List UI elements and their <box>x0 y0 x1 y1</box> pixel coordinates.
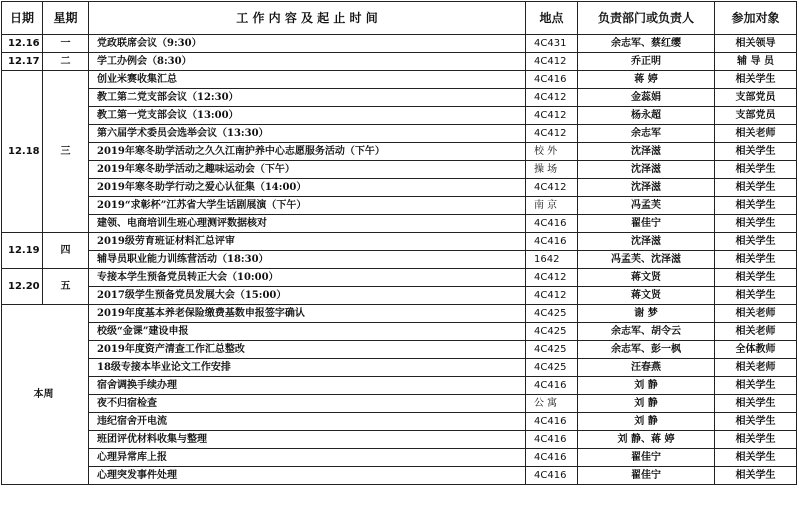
target-cell: 相关老师 <box>715 323 797 341</box>
owner-cell: 蒋文贤 <box>578 269 715 287</box>
table-row <box>2 449 797 467</box>
location-cell: 1642 <box>526 251 578 269</box>
target-cell: 相关学生 <box>715 413 797 431</box>
target-cell: 相关学生 <box>715 233 797 251</box>
location-cell: 南 京 <box>526 197 578 215</box>
date-cell: 12.16 <box>2 35 43 53</box>
task-cell: 2019年寒冬助学活动之趣味运动会（下午） <box>89 161 526 179</box>
target-cell: 相关学生 <box>715 269 797 287</box>
table-row <box>2 179 797 197</box>
table-row <box>2 395 797 413</box>
task-cell: 2017级学生预备党员发展大会（15:00） <box>89 287 526 305</box>
table-row <box>2 197 797 215</box>
owner-cell: 冯孟芙 <box>578 197 715 215</box>
location-cell: 4C416 <box>526 449 578 467</box>
target-cell: 全体教师 <box>715 341 797 359</box>
owner-cell: 余志军、胡令云 <box>578 323 715 341</box>
task-cell: 校级“金课”建设申报 <box>89 323 526 341</box>
task-cell: 教工第二党支部会议（12:30） <box>89 89 526 107</box>
table-row <box>2 215 797 233</box>
target-cell: 相关学生 <box>715 143 797 161</box>
date-cell: 本周 <box>2 305 89 485</box>
target-cell: 相关学生 <box>715 287 797 305</box>
owner-cell: 沈泽滋 <box>578 143 715 161</box>
table-row <box>2 71 797 89</box>
table-row <box>2 413 797 431</box>
header-weekday: 星期 <box>43 2 89 35</box>
owner-cell: 金蕊娟 <box>578 89 715 107</box>
owner-cell: 杨永超 <box>578 107 715 125</box>
owner-cell: 余志军、彭一枫 <box>578 341 715 359</box>
owner-cell: 冯孟芙、沈泽滋 <box>578 251 715 269</box>
owner-cell: 沈泽滋 <box>578 233 715 251</box>
table-row <box>2 161 797 179</box>
target-cell: 相关学生 <box>715 251 797 269</box>
table-row <box>2 53 797 71</box>
task-cell: 违纪宿舍开电流 <box>89 413 526 431</box>
owner-cell: 蒋 婷 <box>578 71 715 89</box>
location-cell: 4C412 <box>526 107 578 125</box>
location-cell: 4C416 <box>526 233 578 251</box>
task-cell: 建领、电商培训生班心理测评数据核对 <box>89 215 526 233</box>
task-cell: 辅导员职业能力训练营活动（18:30） <box>89 251 526 269</box>
date-cell: 12.17 <box>2 53 43 71</box>
task-cell: 2019“求彰杯”江苏省大学生话剧展演（下午） <box>89 197 526 215</box>
task-cell: 2019年度资产清查工作汇总整改 <box>89 341 526 359</box>
header-row <box>2 2 797 35</box>
target-cell: 相关学生 <box>715 449 797 467</box>
location-cell: 4C425 <box>526 341 578 359</box>
weekly-schedule-table <box>1 1 797 485</box>
table-row <box>2 287 797 305</box>
weekday-cell: 五 <box>43 269 89 305</box>
target-cell: 相关学生 <box>715 197 797 215</box>
task-cell: 心理突发事件处理 <box>89 467 526 485</box>
task-cell: 夜不归宿检查 <box>89 395 526 413</box>
owner-cell: 余志军、蔡红缨 <box>578 35 715 53</box>
task-cell: 心理异常库上报 <box>89 449 526 467</box>
header-date: 日期 <box>2 2 43 35</box>
owner-cell: 刘 静 <box>578 395 715 413</box>
target-cell: 相关学生 <box>715 467 797 485</box>
table-row <box>2 341 797 359</box>
date-cell: 12.18 <box>2 71 43 233</box>
target-cell: 相关学生 <box>715 395 797 413</box>
location-cell: 4C425 <box>526 323 578 341</box>
task-cell: 党政联席会议（9:30） <box>89 35 526 53</box>
task-cell: 专接本学生预备党员转正大会（10:00） <box>89 269 526 287</box>
target-cell: 辅 导 员 <box>715 53 797 71</box>
target-cell: 相关老师 <box>715 305 797 323</box>
location-cell: 4C425 <box>526 359 578 377</box>
owner-cell: 蒋文贤 <box>578 287 715 305</box>
owner-cell: 翟佳宁 <box>578 449 715 467</box>
table-row <box>2 377 797 395</box>
table-row <box>2 467 797 485</box>
table-row <box>2 251 797 269</box>
owner-cell: 翟佳宁 <box>578 467 715 485</box>
target-cell: 相关学生 <box>715 71 797 89</box>
table-row <box>2 359 797 377</box>
location-cell: 操 场 <box>526 161 578 179</box>
owner-cell: 谢 梦 <box>578 305 715 323</box>
date-cell: 12.19 <box>2 233 43 269</box>
location-cell: 4C416 <box>526 413 578 431</box>
weekday-cell: 二 <box>43 53 89 71</box>
target-cell: 支部党员 <box>715 89 797 107</box>
table-row <box>2 125 797 143</box>
task-cell: 2019级劳育班证材料汇总评审 <box>89 233 526 251</box>
task-cell: 学工办例会（8:30） <box>89 53 526 71</box>
location-cell: 4C425 <box>526 305 578 323</box>
weekday-cell: 三 <box>43 71 89 233</box>
location-cell: 4C416 <box>526 377 578 395</box>
task-cell: 2019年寒冬助学活动之久久江南护养中心志愿服务活动（下午） <box>89 143 526 161</box>
owner-cell: 刘 静 <box>578 377 715 395</box>
header-location: 地点 <box>526 2 578 35</box>
owner-cell: 刘 静、蒋 婷 <box>578 431 715 449</box>
target-cell: 相关学生 <box>715 161 797 179</box>
location-cell: 4C412 <box>526 179 578 197</box>
table-row <box>2 431 797 449</box>
header-target: 参加对象 <box>715 2 797 35</box>
table-row <box>2 35 797 53</box>
task-cell: 2019年度基本养老保险缴费基数申报签字确认 <box>89 305 526 323</box>
table-row <box>2 269 797 287</box>
owner-cell: 余志军 <box>578 125 715 143</box>
location-cell: 校 外 <box>526 143 578 161</box>
location-cell: 4C412 <box>526 269 578 287</box>
table-row <box>2 323 797 341</box>
weekday-cell: 四 <box>43 233 89 269</box>
target-cell: 相关领导 <box>715 35 797 53</box>
owner-cell: 乔正明 <box>578 53 715 71</box>
location-cell: 4C412 <box>526 287 578 305</box>
table-row <box>2 305 797 323</box>
location-cell: 4C412 <box>526 125 578 143</box>
target-cell: 相关学生 <box>715 215 797 233</box>
location-cell: 4C416 <box>526 467 578 485</box>
table-row <box>2 143 797 161</box>
owner-cell: 沈泽滋 <box>578 179 715 197</box>
task-cell: 第六届学术委员会选举会议（13:30） <box>89 125 526 143</box>
owner-cell: 汪春燕 <box>578 359 715 377</box>
task-cell: 创业米赛收集汇总 <box>89 71 526 89</box>
location-cell: 公 寓 <box>526 395 578 413</box>
header-task: 工 作 内 容 及 起 止 时 间 <box>89 2 526 35</box>
table-row <box>2 233 797 251</box>
target-cell: 相关老师 <box>715 125 797 143</box>
owner-cell: 沈泽滋 <box>578 161 715 179</box>
owner-cell: 刘 静 <box>578 413 715 431</box>
target-cell: 相关学生 <box>715 377 797 395</box>
task-cell: 班团评优材料收集与整理 <box>89 431 526 449</box>
task-cell: 2019年寒冬助学行动之爱心认征集（14:00） <box>89 179 526 197</box>
task-cell: 教工第一党支部会议（13:00） <box>89 107 526 125</box>
location-cell: 4C416 <box>526 71 578 89</box>
task-cell: 宿舍调换手续办理 <box>89 377 526 395</box>
owner-cell: 翟佳宁 <box>578 215 715 233</box>
location-cell: 4C412 <box>526 89 578 107</box>
target-cell: 支部党员 <box>715 107 797 125</box>
location-cell: 4C431 <box>526 35 578 53</box>
target-cell: 相关老师 <box>715 359 797 377</box>
target-cell: 相关学生 <box>715 431 797 449</box>
target-cell: 相关学生 <box>715 179 797 197</box>
schedule-body <box>2 35 797 485</box>
table-row <box>2 89 797 107</box>
weekday-cell: 一 <box>43 35 89 53</box>
location-cell: 4C416 <box>526 431 578 449</box>
task-cell: 18级专接本毕业论文工作安排 <box>89 359 526 377</box>
header-owner: 负责部门或负责人 <box>578 2 715 35</box>
location-cell: 4C412 <box>526 53 578 71</box>
date-cell: 12.20 <box>2 269 43 305</box>
table-row <box>2 107 797 125</box>
location-cell: 4C416 <box>526 215 578 233</box>
